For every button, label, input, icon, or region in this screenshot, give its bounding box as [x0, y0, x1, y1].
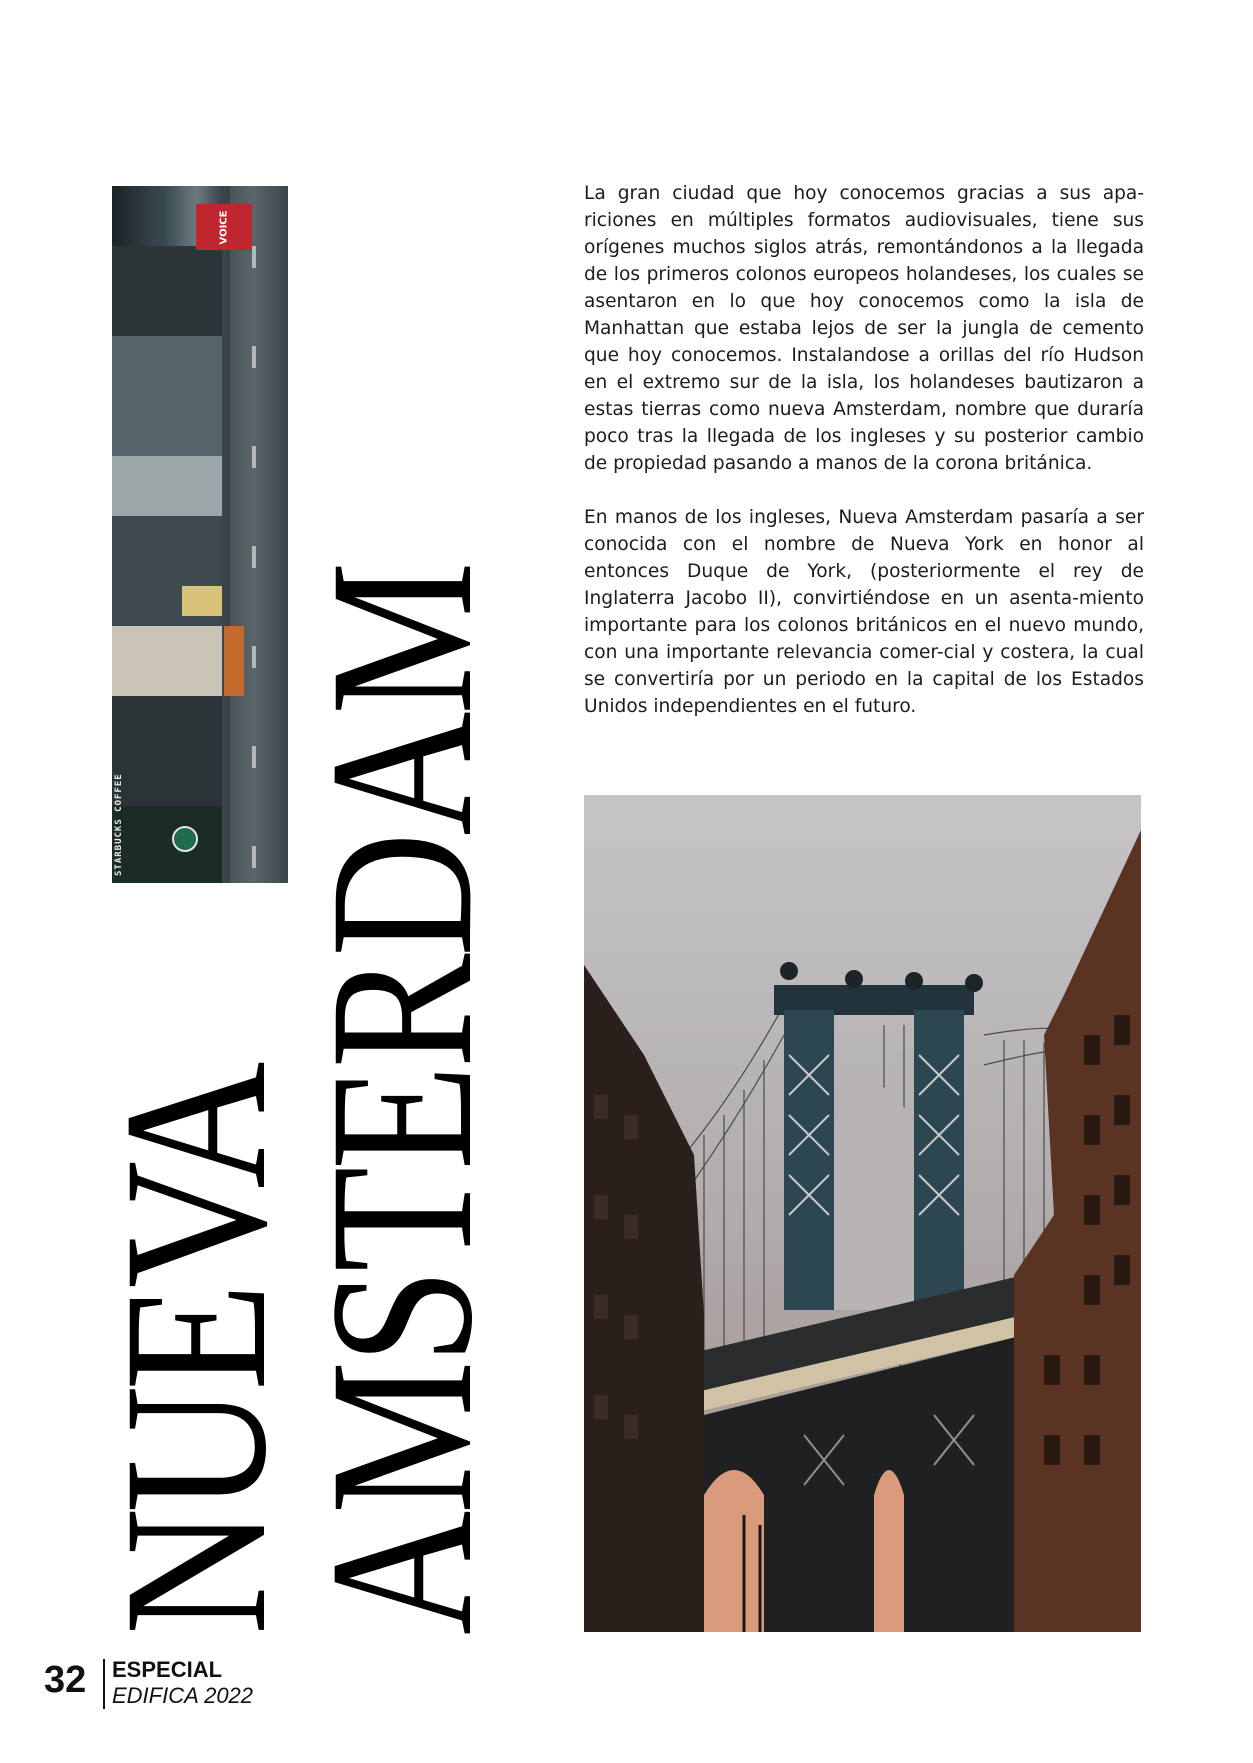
- headline: [82, 361, 515, 1635]
- bridge-illustration: [584, 795, 1141, 1632]
- article-body: [584, 180, 1144, 747]
- article-paragraph-1: La gran ciudad que hoy conocemos gracias a sus apa-riciones en múltiples formatos audiovisuales, tiene sus orígenes muchos siglos atrás, remontándonos a la llegada de los primeros colonos europeos holandeses, los cuales se asentaron en lo que hoy conocemos como la isla de Manhattan que estaba lejos de ser la jungla de cemento que hoy conocemos. Instalandose a orillas del río Hudson en el extremo sur de la isla, los holandeses bautizaron a estas tierras como nueva Amsterdam, nombre que duraría poco tras la llegada de los ingleses y su posterior cambio de propiedad pasando a manos de la corona británica.: [584, 183, 1144, 474]
- section-sublabel: EDIFICA 2022: [112, 1683, 254, 1708]
- cafe-sign-text: STARBUCKS COFFEE: [114, 773, 124, 876]
- section-label: ESPECIAL: [112, 1657, 223, 1682]
- bridge-tower: [774, 962, 983, 1310]
- voice-sign: [196, 204, 252, 250]
- footer-divider: [103, 1659, 105, 1709]
- bridge-photo: [584, 795, 1141, 1632]
- headline-line2: AMSTERDAM: [288, 564, 515, 1635]
- headline-line1: NUEVA: [82, 1066, 309, 1635]
- building-block: [112, 246, 222, 336]
- right-building: [1014, 830, 1141, 1632]
- bridge-deck: [684, 1275, 1024, 1632]
- page-number: 32: [44, 1659, 87, 1701]
- voice-sign-text: VOICE: [218, 210, 230, 245]
- lane-mark: [252, 246, 256, 268]
- article-paragraph-2: En manos de los ingleses, Nueva Amsterdam pasaría a ser conocida con el nombre de Nueva York en honor al entonces Duque de York, (posteriormente el rey de Inglaterra Jacobo II), convirtiéndose en un asenta-miento importante para los colonos británicos en el nuevo mundo, con una importante relevancia comer-cial y costera, la cual se convertiría por un periodo en la capital de los Estados Unidos independientes en el futuro.: [584, 507, 1144, 717]
